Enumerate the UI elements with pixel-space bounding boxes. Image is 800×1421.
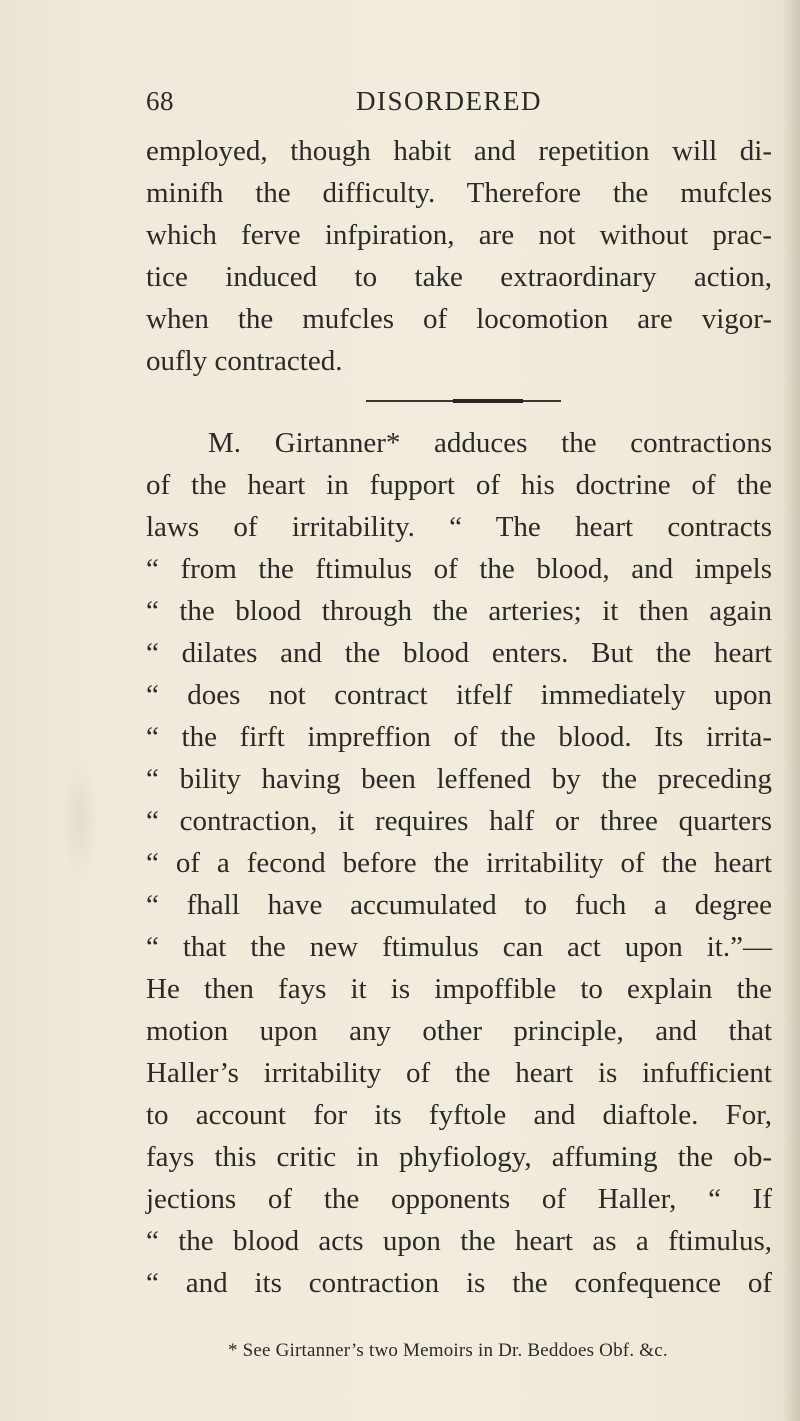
text-line: oufly contracted.: [146, 345, 343, 377]
text-line: employed, though habit and repetition will di-: [146, 135, 772, 167]
text-line: “ bility having been leffened by the preceding: [146, 763, 772, 795]
text-line: M. Girtanner* adduces the contractions: [208, 427, 772, 459]
text-line: minifh the difficulty. Therefore the mufcles: [146, 177, 772, 209]
footnote: * See Girtanner’s two Memoirs in Dr. Beddoes Obf. &c.: [228, 1340, 668, 1361]
text-line: to account for its fyftole and diaftole. For,: [146, 1099, 772, 1131]
paragraph-1: [146, 130, 772, 382]
text-line: “ from the ftimulus of the blood, and impels: [146, 553, 772, 585]
page-number: 68: [146, 86, 174, 116]
text-line: of the heart in fupport of his doctrine of the: [146, 469, 772, 501]
text-line: “ of a fecond before the irritability of the heart: [146, 847, 772, 879]
text-line: Haller’s irritability of the heart is infufficient: [146, 1057, 772, 1089]
text-line: fays this critic in phyfiology, affuming the ob-: [146, 1141, 772, 1173]
text-line: “ the blood through the arteries; it then again: [146, 595, 772, 627]
page-edge-shadow: [782, 0, 800, 1421]
text-line: motion upon any other principle, and that: [146, 1015, 772, 1047]
page-header: [0, 86, 800, 126]
paragraph-2: [146, 422, 772, 1304]
text-line: tice induced to take extraordinary action,: [146, 261, 772, 293]
text-line: “ contraction, it requires half or three quarters: [146, 805, 772, 837]
text-line: “ the blood acts upon the heart as a ftimulus,: [146, 1225, 772, 1257]
running-head: DISORDERED: [356, 86, 543, 116]
text-line: “ that the new ftimulus can act upon it.”—: [146, 931, 772, 963]
text-line: “ the firft impreffion of the blood. Its irrita-: [146, 721, 772, 753]
text-line: when the mufcles of locomotion are vigor-: [146, 303, 772, 335]
body-text: [146, 130, 772, 1304]
text-line: laws of irritability. “ The heart contracts: [146, 511, 772, 543]
text-line: “ fhall have accumulated to fuch a degree: [146, 889, 772, 921]
text-line: “ dilates and the blood enters. But the heart: [146, 637, 772, 669]
text-line: jections of the opponents of Haller, “ If: [146, 1183, 772, 1215]
section-divider: [366, 400, 561, 402]
text-line: which ferve infpiration, are not without prac-: [146, 219, 772, 251]
text-line: He then fays it is impoffible to explain the: [146, 973, 772, 1005]
text-line: “ and its contraction is the confequence of: [146, 1267, 772, 1299]
text-line: “ does not contract itfelf immediately upon: [146, 679, 772, 711]
paper-stain: [60, 760, 100, 880]
